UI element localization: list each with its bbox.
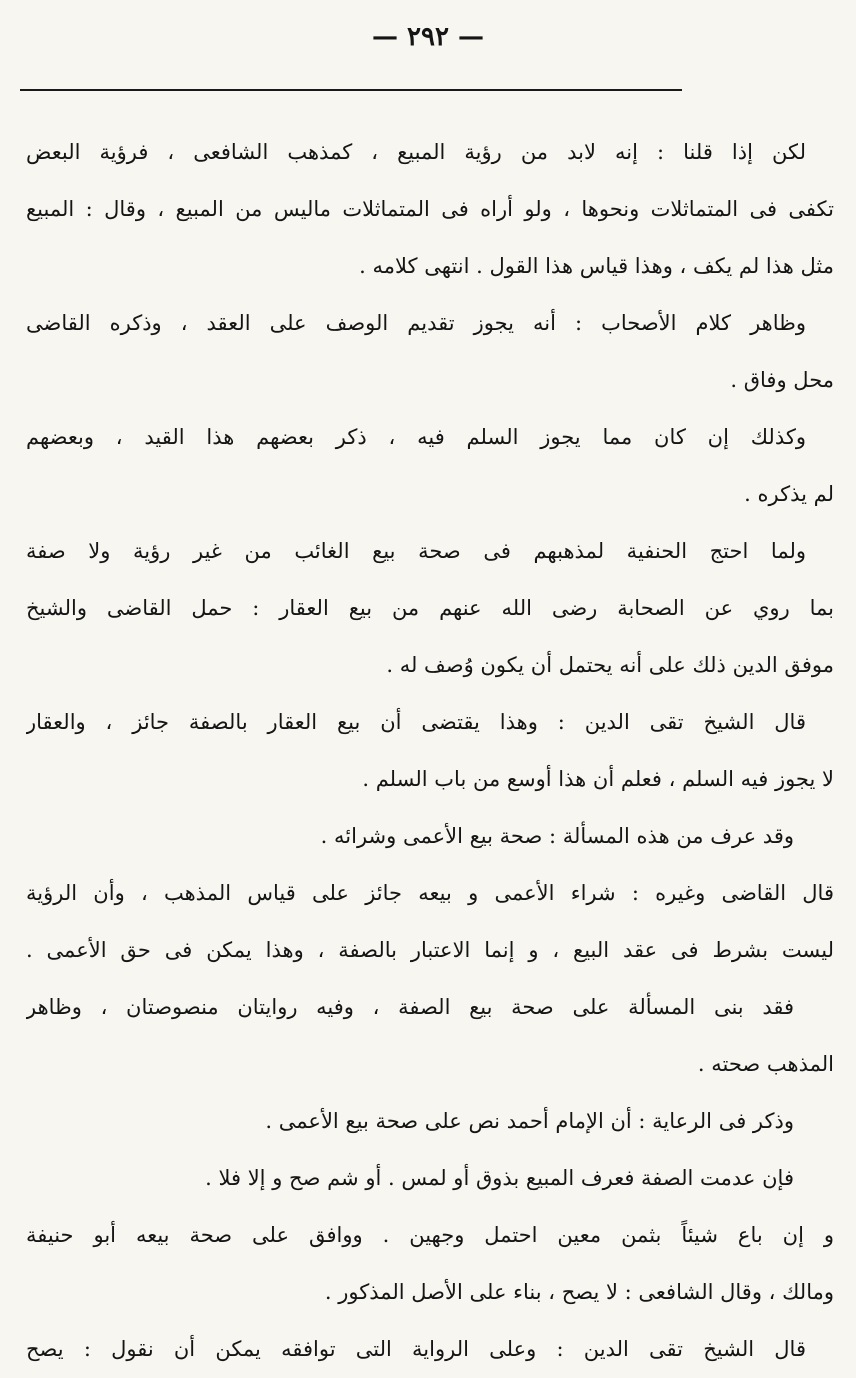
text-line: ومالك ، وقال الشافعى : لا يصح ، بناء على الأصل المذكور . xyxy=(324,1280,834,1304)
text-line: وقد عرف من هذه المسألة : صحة بيع الأعمى وشرائه . xyxy=(320,824,794,848)
header-rule xyxy=(20,89,682,91)
text-line: موفق الدين ذلك على أنه يحتمل أن يكون وُصف له . xyxy=(386,653,834,677)
text-line: وكذلك إن كان مما يجوز السلم فيه ، ذكر بعضهم هذا القيد ، وبعضهم xyxy=(26,425,806,449)
text-line: لكن إذا قلنا : إنه لابد من رؤية المبيع ، كمذهب الشافعى ، فرؤية البعض xyxy=(26,140,806,164)
text-line: قال الشيخ تقى الدين : وهذا يقتضى أن بيع العقار بالصفة جائز ، والعقار xyxy=(26,710,806,734)
page-number: — ٢٩٢ — xyxy=(371,22,485,52)
body-text xyxy=(26,124,834,1378)
text-line: قال الشيخ تقى الدين : وعلى الرواية التى توافقه يمكن أن نقول : يصح xyxy=(26,1337,806,1361)
text-line: قال القاضى وغيره : شراء الأعمى و بيعه جائز على قياس المذهب ، وأن الرؤية xyxy=(26,881,834,905)
text-line: تكفى فى المتماثلات ونحوها ، ولو أراه فى المتماثلات ماليس من المبيع ، وقال : المبيع xyxy=(26,197,834,221)
text-line: بما روي عن الصحابة رضى الله عنهم من بيع العقار : حمل القاضى والشيخ xyxy=(26,596,834,620)
text-line: مثل هذا لم يكف ، وهذا قياس هذا القول . انتهى كلامه . xyxy=(359,254,834,278)
text-line: ليست بشرط فى عقد البيع ، و إنما الاعتبار بالصفة ، وهذا يمكن فى حق الأعمى . xyxy=(26,938,834,962)
text-line: المذهب صحته . xyxy=(697,1052,834,1076)
text-line: وذكر فى الرعاية : أن الإمام أحمد نص على صحة بيع الأعمى . xyxy=(265,1109,794,1133)
text-line: فإن عدمت الصفة فعرف المبيع بذوق أو لمس . أو شم صح و إلا فلا . xyxy=(205,1166,794,1190)
text-line: فقد بنى المسألة على صحة بيع الصفة ، وفيه روايتان منصوصتان ، وظاهر xyxy=(26,995,794,1019)
text-line: محل وفاق . xyxy=(730,368,834,392)
text-line: لا يجوز فيه السلم ، فعلم أن هذا أوسع من باب السلم . xyxy=(362,767,834,791)
text-line: لم يذكره . xyxy=(744,482,834,506)
text-line: و إن باع شيئاً بثمن معين احتمل وجهين . ووافق على صحة بيعه أبو حنيفة xyxy=(26,1223,834,1247)
text-line: وظاهر كلام الأصحاب : أنه يجوز تقديم الوصف على العقد ، وذكره القاضى xyxy=(26,311,806,335)
text-line: ولما احتج الحنفية لمذهبهم فى صحة بيع الغائب من غير رؤية ولا صفة xyxy=(26,539,806,563)
